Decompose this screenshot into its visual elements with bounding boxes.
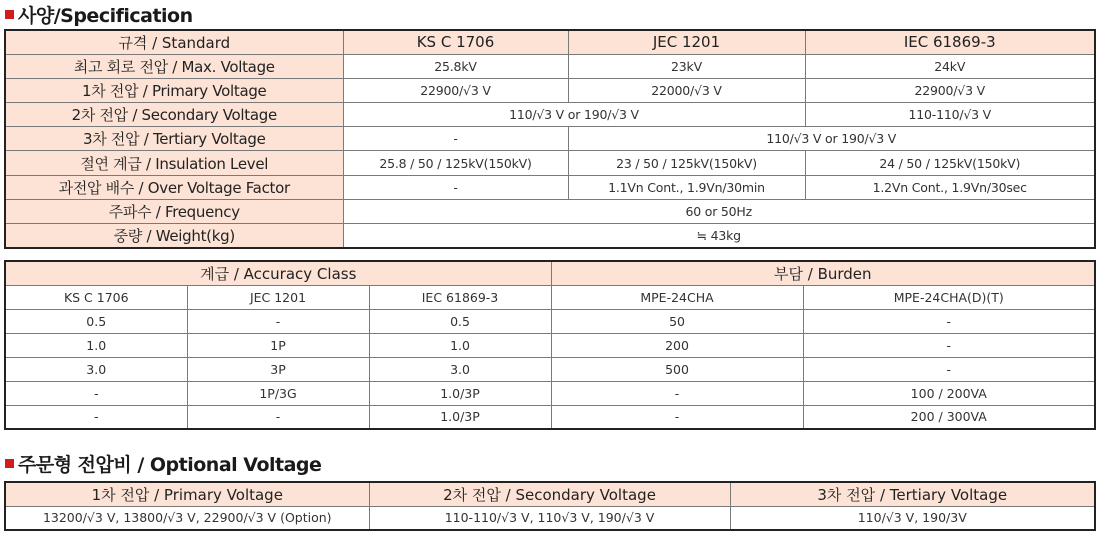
spec-cell: 60 or 50Hz (343, 199, 1095, 223)
table-cell: 200 / 300VA (803, 405, 1095, 429)
table-cell: 1P/3G (187, 381, 369, 405)
optional-header-secondary: 2차 전압 / Secondary Voltage (369, 482, 730, 506)
specification-title (2, 2, 193, 26)
optional-tertiary-value: 110/√3 V, 190/3V (730, 506, 1095, 530)
sub-header-jec: JEC 1201 (187, 285, 369, 309)
table-cell: 50 (551, 309, 803, 333)
spec-label: 절연 계급 / Insulation Level (5, 151, 343, 175)
accuracy-group-header-row (5, 261, 1095, 285)
sub-header-mpe-dt: MPE-24CHA(D)(T) (803, 285, 1095, 309)
optional-primary-value: 13200/√3 V, 13800/√3 V, 22900/√3 V (Option) (5, 506, 369, 530)
burden-header: 부담 / Burden (551, 261, 1095, 285)
optional-header-tertiary: 3차 전압 / Tertiary Voltage (730, 482, 1095, 506)
spec-cell: 110-110/√3 V (805, 103, 1095, 127)
table-cell: 3.0 (369, 357, 551, 381)
spec-cell: - (343, 175, 568, 199)
optional-secondary-value: 110-110/√3 V, 110√3 V, 190/√3 V (369, 506, 730, 530)
spec-cell: 110/√3 V or 190/√3 V (343, 103, 805, 127)
spec-row-primary-voltage (5, 78, 1095, 102)
spec-cell: 23kV (568, 54, 805, 78)
spec-header-row (5, 30, 1095, 54)
spec-cell: 110/√3 V or 190/√3 V (568, 127, 1095, 151)
table-cell: 0.5 (5, 309, 187, 333)
spec-cell: 25.8 / 50 / 125kV(150kV) (343, 151, 568, 175)
table-cell: - (551, 381, 803, 405)
accuracy-burden-table (4, 260, 1096, 430)
table-cell: 0.5 (369, 309, 551, 333)
table-cell: 200 (551, 333, 803, 357)
table-row (5, 381, 1095, 405)
spec-row-frequency (5, 199, 1095, 223)
table-cell: 3.0 (5, 357, 187, 381)
optional-header-primary: 1차 전압 / Primary Voltage (5, 482, 369, 506)
table-cell: - (803, 357, 1095, 381)
spec-label: 1차 전압 / Primary Voltage (5, 78, 343, 102)
optional-voltage-title-text: 주문형 전압비 / Optional Voltage (18, 453, 322, 476)
spec-label: 3차 전압 / Tertiary Voltage (5, 127, 343, 151)
spec-cell: 22000/√3 V (568, 78, 805, 102)
spec-cell: 24kV (805, 54, 1095, 78)
spec-header-iec: IEC 61869-3 (805, 30, 1095, 54)
table-cell: - (803, 309, 1095, 333)
table-cell: 100 / 200VA (803, 381, 1095, 405)
table-cell: 500 (551, 357, 803, 381)
optional-voltage-table (4, 481, 1096, 531)
red-square-icon (5, 10, 14, 19)
spec-label: 과전압 배수 / Over Voltage Factor (5, 175, 343, 199)
table-cell: - (5, 405, 187, 429)
table-cell: 1.0 (5, 333, 187, 357)
spec-label: 최고 회로 전압 / Max. Voltage (5, 54, 343, 78)
table-cell: - (187, 405, 369, 429)
table-cell: - (551, 405, 803, 429)
specification-table (4, 29, 1096, 249)
table-cell: 1.0 (369, 333, 551, 357)
table-row (5, 357, 1095, 381)
table-cell: - (803, 333, 1095, 357)
table-cell: 1.0/3P (369, 381, 551, 405)
optional-header-row (5, 482, 1095, 506)
red-square-icon (5, 459, 14, 468)
table-row (5, 333, 1095, 357)
table-cell: - (5, 381, 187, 405)
spec-cell: 1.1Vn Cont., 1.9Vn/30min (568, 175, 805, 199)
spec-row-max-voltage (5, 54, 1095, 78)
spec-label: 주파수 / Frequency (5, 199, 343, 223)
spec-label: 2차 전압 / Secondary Voltage (5, 103, 343, 127)
spec-cell: 24 / 50 / 125kV(150kV) (805, 151, 1095, 175)
sub-header-mpe: MPE-24CHA (551, 285, 803, 309)
spec-header-jec: JEC 1201 (568, 30, 805, 54)
accuracy-sub-header-row (5, 285, 1095, 309)
spec-cell: 25.8kV (343, 54, 568, 78)
spec-cell: 22900/√3 V (343, 78, 568, 102)
spec-cell: ≒ 43kg (343, 224, 1095, 248)
table-row (5, 405, 1095, 429)
accuracy-class-header: 계급 / Accuracy Class (5, 261, 551, 285)
specification-title-text: 사양/Specification (18, 4, 193, 27)
spec-label: 중량 / Weight(kg) (5, 224, 343, 248)
spec-header-ks: KS C 1706 (343, 30, 568, 54)
sub-header-iec: IEC 61869-3 (369, 285, 551, 309)
spec-row-secondary-voltage (5, 103, 1095, 127)
table-cell: 1.0/3P (369, 405, 551, 429)
spec-cell: - (343, 127, 568, 151)
sub-header-ks: KS C 1706 (5, 285, 187, 309)
spec-row-over-voltage-factor (5, 175, 1095, 199)
spec-row-insulation-level (5, 151, 1095, 175)
table-row (5, 309, 1095, 333)
table-cell: - (187, 309, 369, 333)
table-cell: 1P (187, 333, 369, 357)
optional-voltage-title (2, 451, 321, 475)
table-cell: 3P (187, 357, 369, 381)
spec-row-weight (5, 224, 1095, 248)
spec-cell: 1.2Vn Cont., 1.9Vn/30sec (805, 175, 1095, 199)
spec-cell: 22900/√3 V (805, 78, 1095, 102)
optional-value-row (5, 506, 1095, 530)
spec-row-tertiary-voltage (5, 127, 1095, 151)
spec-header-standard: 규격 / Standard (5, 30, 343, 54)
spec-cell: 23 / 50 / 125kV(150kV) (568, 151, 805, 175)
